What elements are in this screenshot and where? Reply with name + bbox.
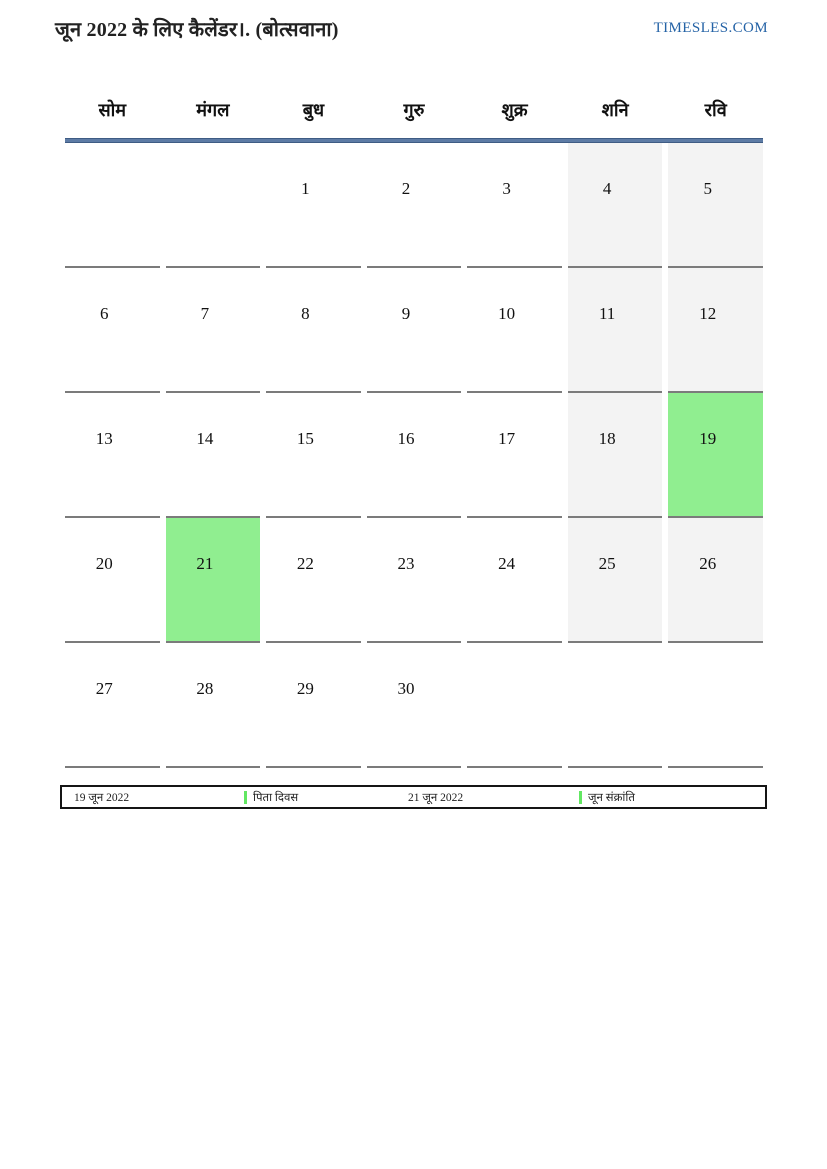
day-cell-20 <box>65 518 160 643</box>
site-link[interactable]: TIMESLES.COM <box>653 20 768 36</box>
day-cell-empty <box>166 143 261 268</box>
legend-item-1 <box>244 787 408 807</box>
day-number: 15 <box>296 429 314 448</box>
day-cell-18 <box>568 393 663 518</box>
day-number: 19 <box>699 429 717 448</box>
day-cell-7 <box>166 268 261 393</box>
weekday-label-2: बुध <box>302 100 325 120</box>
day-cell-1 <box>266 143 361 268</box>
day-number: 12 <box>699 304 717 323</box>
day-number: 13 <box>95 429 113 448</box>
day-cell-28 <box>166 643 261 768</box>
day-cell-10 <box>467 268 562 393</box>
day-cell-15 <box>266 393 361 518</box>
legend-text: 19 जून 2022 <box>74 791 130 804</box>
day-cell-5 <box>668 143 763 268</box>
day-cell-26 <box>668 518 763 643</box>
day-number: 7 <box>200 304 210 323</box>
day-number: 11 <box>598 304 616 323</box>
day-number: 28 <box>196 679 214 698</box>
day-cell-17 <box>467 393 562 518</box>
day-cell-11 <box>568 268 663 393</box>
day-number: 16 <box>397 429 415 448</box>
day-cell-16 <box>367 393 462 518</box>
weekday-label-3: गुरु <box>403 100 425 120</box>
day-cell-22 <box>266 518 361 643</box>
day-cell-3 <box>467 143 562 268</box>
day-number: 8 <box>301 304 310 323</box>
day-number: 24 <box>498 554 516 573</box>
day-number: 9 <box>401 304 411 323</box>
legend-item-2 <box>408 787 579 807</box>
weekday-row <box>65 82 763 138</box>
day-cell-13 <box>65 393 160 518</box>
day-number: 1 <box>301 179 310 198</box>
day-cell-14 <box>166 393 261 518</box>
calendar-grid <box>65 143 763 768</box>
legend-text: जून संक्रांति <box>588 791 635 804</box>
weekday-label-6: रवि <box>704 100 727 120</box>
day-number: 5 <box>703 179 712 198</box>
day-cell-12 <box>668 268 763 393</box>
weekday-label-1: मंगल <box>196 100 230 120</box>
weekday-label-5: शनि <box>601 100 629 120</box>
page-title: जून 2022 के लिए कैलेंडर।. (बोत्सवाना) <box>55 19 339 41</box>
day-cell-9 <box>367 268 462 393</box>
day-number: 29 <box>296 679 314 698</box>
legend-text: 21 जून 2022 <box>408 791 464 804</box>
day-number: 22 <box>296 554 314 573</box>
day-cell-empty <box>65 143 160 268</box>
legend-marker-icon <box>244 791 247 804</box>
day-cell-19 <box>668 393 763 518</box>
day-number: 18 <box>598 429 616 448</box>
day-cell-25 <box>568 518 663 643</box>
day-cell-21 <box>166 518 261 643</box>
day-cell-23 <box>367 518 462 643</box>
day-number: 25 <box>598 554 616 573</box>
day-number: 23 <box>397 554 415 573</box>
day-cell-empty <box>467 643 562 768</box>
day-cell-6 <box>65 268 160 393</box>
day-cell-27 <box>65 643 160 768</box>
day-number: 4 <box>602 179 612 198</box>
day-number: 21 <box>196 554 214 573</box>
day-number: 2 <box>401 179 411 198</box>
legend <box>60 785 767 809</box>
legend-item-0 <box>74 787 244 807</box>
day-number: 17 <box>498 429 516 448</box>
day-cell-24 <box>467 518 562 643</box>
day-number: 30 <box>397 679 415 698</box>
legend-item-3 <box>579 787 765 807</box>
day-number: 20 <box>95 554 113 573</box>
day-cell-2 <box>367 143 462 268</box>
day-cell-30 <box>367 643 462 768</box>
day-cell-empty <box>568 643 663 768</box>
titlebar <box>0 0 827 48</box>
legend-text: पिता दिवस <box>253 791 299 804</box>
day-number: 26 <box>699 554 717 573</box>
legend-marker-icon <box>579 791 582 804</box>
day-number: 6 <box>100 304 109 323</box>
day-cell-empty <box>668 643 763 768</box>
weekday-label-0: सोम <box>98 100 127 120</box>
day-cell-8 <box>266 268 361 393</box>
weekday-label-4: शुक्र <box>501 100 528 120</box>
day-number: 27 <box>95 679 113 698</box>
day-cell-29 <box>266 643 361 768</box>
day-number: 3 <box>502 179 511 198</box>
day-number: 10 <box>498 304 516 323</box>
day-number: 14 <box>196 429 214 448</box>
day-cell-4 <box>568 143 663 268</box>
